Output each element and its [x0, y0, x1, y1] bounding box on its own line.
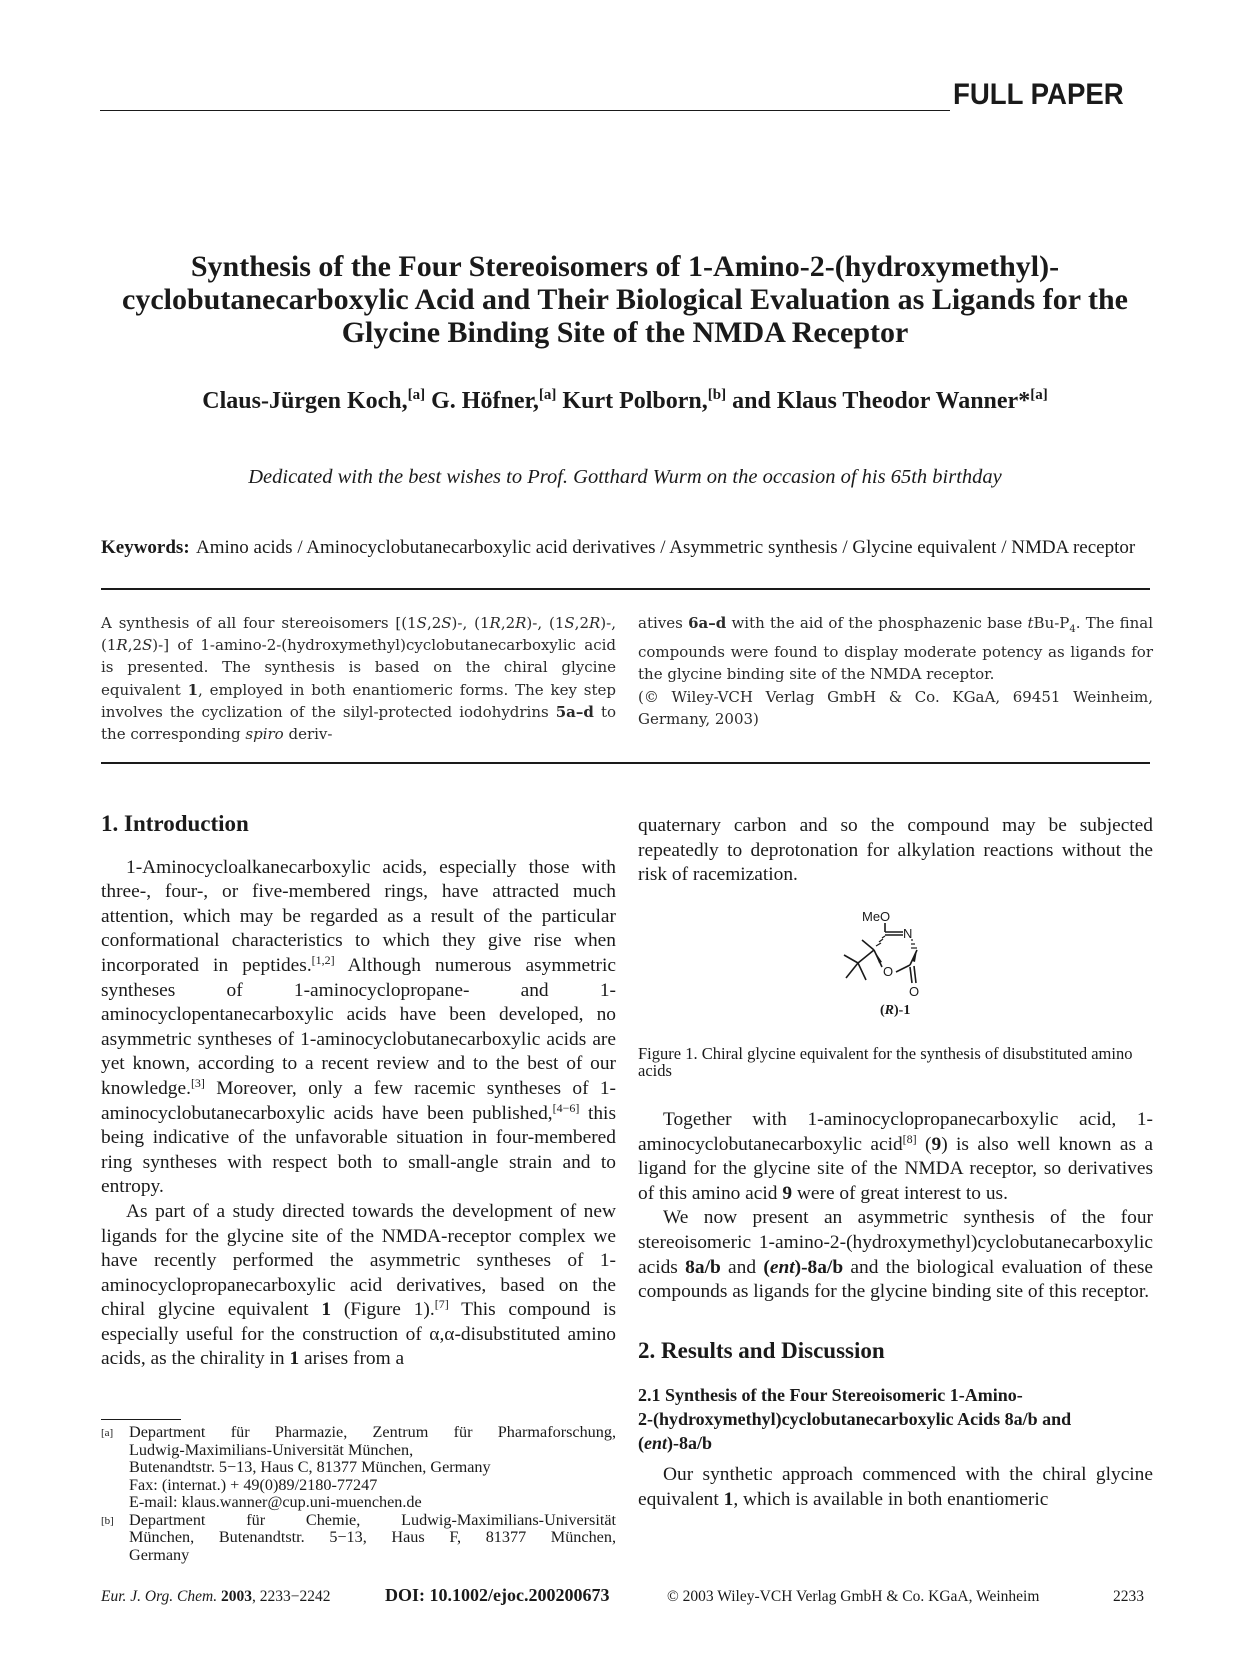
abstract-copyright: (© Wiley-VCH Verlag GmbH & Co. KGaA, 69451 Weinheim, Germany, 2003) — [638, 687, 1153, 728]
subsection-heading-2-1: 2.1 Synthesis of the Four Stereoisomeric 1-Amino- 2-(hydroxymethyl)cyclobutanecarboxylic Acids 8a/b and (ent)-8a/b — [638, 1385, 1072, 1454]
citation[interactable]: [1,2] — [311, 952, 335, 967]
title-line-3: Glycine Binding Site of the NMDA Receptor — [341, 316, 909, 349]
doi[interactable]: DOI: 10.1002/ejoc.200200673 — [385, 1585, 610, 1605]
ring-oxygen-label: O — [883, 964, 894, 979]
title-line-2: cyclobutanecarboxylic Acid and Their Biological Evaluation as Ligands for the — [122, 283, 1128, 316]
intro-paragraph-1: 1-Aminocycloalkanecarboxylic acids, especially those with three-, four-, or five-membered rings, have attracted much attention, which may be regarded as a result of the particular conformational characteristics to which they give rise when incorporated in peptides.[1,2] Although numerous asymmetric syntheses of 1-aminocyclopropane- and 1-aminocyclopentanecarboxylic acids have been developed, no asymmetric syntheses of 1-aminocyclobutanecarboxylic acids are yet known, according to a recent review and to the best of our knowledge.[3] Moreover, only a few racemic syntheses of 1-aminocyclobutanecarboxylic acids have been published,[4−6] this being indicative of the unfavorable situation in four-membered ring syntheses with respect both to small-angle strain and to entropy. — [101, 856, 616, 1198]
email-address[interactable]: E-mail: klaus.wanner@cup.uni-muenchen.de — [129, 1493, 422, 1511]
journal-citation: Eur. J. Org. Chem. 2003, 2233−2242 — [101, 1588, 331, 1605]
page-number: 2233 — [1113, 1588, 1144, 1605]
body-left-column — [101, 812, 616, 1372]
body-right-column-top — [638, 814, 1153, 888]
figure-caption: Figure 1. Chiral glycine equivalent for the synthesis of disubstituted amino acids — [638, 1044, 1133, 1080]
methoxy-label: MeO — [862, 909, 891, 924]
section-heading-introduction: 1. Introduction — [101, 811, 249, 836]
footnote-mark: [b] — [101, 1514, 114, 1527]
footnote-rule — [101, 1419, 181, 1420]
citation[interactable]: [7] — [434, 1297, 449, 1312]
dedication: Dedicated with the best wishes to Prof. Gotthard Wurm on the occasion of his 65th birthday — [248, 466, 1002, 488]
keywords-list: Amino acids / Aminocyclobutanecarboxylic acid derivatives / Asymmetric synthesis / Glycine equivalent / NMDA receptor — [196, 537, 1136, 558]
compound-label: (R)-1 — [880, 1003, 911, 1018]
author-affiliation: [a] — [538, 387, 557, 403]
author-name: Claus-Jürgen Koch, — [202, 388, 408, 414]
footer-copyright: © 2003 Wiley-VCH Verlag GmbH & Co. KGaA, Weinheim — [667, 1588, 1040, 1605]
citation[interactable]: [3] — [190, 1075, 205, 1090]
abstract-left-column: A synthesis of all four stereoisomers [(1S,2S)-, (1R,2R)-, (1S,2R)-, (1R,2S)-] of 1-amino-2-(hydroxymethyl)cyclobutanecarboxylic acid is presented. The synthesis is based on the chiral glycine equivalent 1, employed in both enantiomeric forms. The key step involves the cyclization of the silyl-protected iodohydrins 5a–d to the corresponding spiro deriv- — [101, 614, 616, 744]
body-right-column-bottom — [638, 1108, 1153, 1513]
header-rule — [100, 110, 950, 111]
nitrogen-label: N — [903, 926, 913, 941]
author-name: Kurt Polborn, — [562, 388, 708, 414]
results-paragraph-1: Our synthetic approach commenced with the chiral glycine equivalent 1, which is available in both enantiomeric — [638, 1464, 1153, 1510]
intro-paragraph-2: As part of a study directed towards the development of new ligands for the glycine site of the NMDA-receptor complex we have recently performed the asymmetric syntheses of 1-aminocyclopropanecarboxylic acid derivatives, based on the chiral glycine equivalent 1 (Figure 1).[7] This compound is especially useful for the construction of α,α-disubstituted amino acids, as the chirality in 1 arises from a — [101, 1200, 616, 1370]
author-name: G. Höfner, — [431, 388, 539, 414]
keywords — [101, 535, 1151, 560]
intro-paragraph-3: Together with 1-aminocyclopropanecarboxylic acid, 1-aminocyclobutanecarboxylic acid[8] (9) is also well known as a ligand for the glycine site of the NMDA receptor, so derivatives of this amino acid 9 were of great interest to us. — [638, 1109, 1154, 1204]
footnote-b: [b] Department für Chemie, Ludwig-Maximilians-Universität München, Butenandtstr. 5−13, Haus F, 81377 München, Germany — [101, 1510, 616, 1564]
author-affiliation: [a] — [407, 387, 426, 403]
author-affiliation: [b] — [707, 387, 727, 403]
author-name: and Klaus Theodor Wanner* — [732, 388, 1031, 414]
intro-paragraph-2-continued: quaternary carbon and so the compound may be subjected repeatedly to deprotonation for alkylation reactions without the risk of racemization. — [638, 815, 1153, 886]
footnote-mark: [a] — [101, 1427, 114, 1439]
article-title — [95, 250, 1155, 349]
author-list — [95, 388, 1155, 415]
carbonyl-oxygen-label: O — [909, 984, 920, 999]
footnote-a: [a] Department für Pharmazie, Zentrum für Pharmaforschung, Ludwig-Maximilians-Universität München, Butenandtstr. 5−13, Haus C, 81377 München, Germany Fax: (internat.) + 49(0)89/2180-77247 E-mail: klaus.wanner@cup.uni-muenchen.de — [101, 1423, 616, 1511]
author-affiliation: [a] — [1030, 387, 1048, 403]
citation[interactable]: [4−6] — [552, 1100, 580, 1115]
footnotes — [101, 1424, 616, 1564]
intro-paragraph-4: We now present an asymmetric synthesis of the four stereoisomeric 1-amino-2-(hydroxymethyl)cyclobutanecarboxylic acids 8a/b and (ent)-8a/b and the biological evaluation of these compounds as ligands for the glycine binding site of this receptor. — [638, 1207, 1153, 1303]
citation[interactable]: [8] — [902, 1131, 917, 1146]
keywords-label: Keywords: — [101, 537, 190, 558]
abstract-right-column: atives 6a–d with the aid of the phosphazenic base tBu-$P_4$. The final compounds were found to display moderate potency as ligands for the glycine binding site of the NMDA receptor. (© Wiley-VCH Verlag GmbH & Co. KGaA, 69451 Weinheim, Germany, 2003) — [638, 614, 1153, 728]
article-type-label: FULL PAPER — [953, 78, 1124, 111]
section-heading-results: 2. Results and Discussion — [638, 1337, 885, 1363]
abstract-top-rule — [101, 588, 1150, 590]
title-line-1: Synthesis of the Four Stereoisomers of 1-Amino-2-(hydroxymethyl)- — [190, 250, 1060, 283]
abstract-bottom-rule — [101, 762, 1150, 764]
